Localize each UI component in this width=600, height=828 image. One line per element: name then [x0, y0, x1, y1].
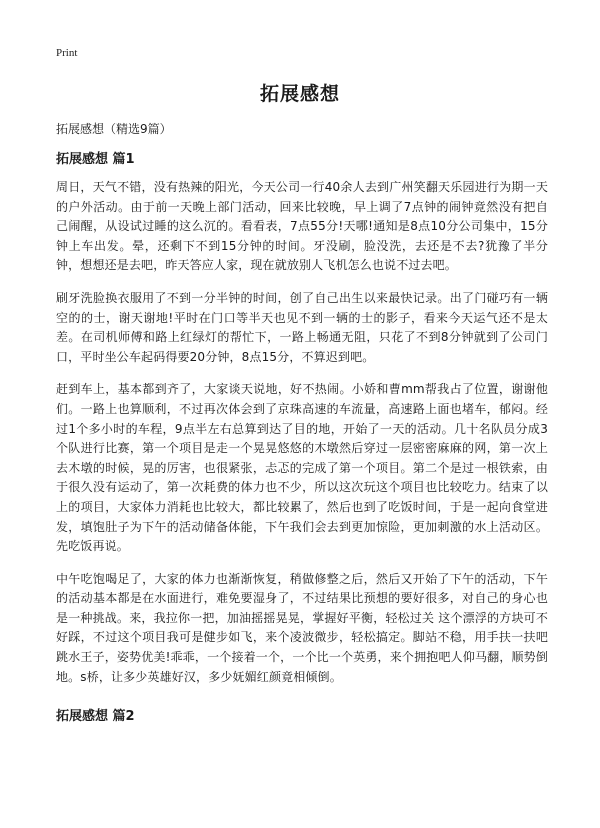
section-heading: 拓展感想 篇2 — [56, 709, 135, 725]
section-heading: 拓展感想 篇1 — [56, 152, 135, 167]
print-link[interactable]: Print — [56, 47, 78, 59]
paragraph: 刷牙洗脸换衣服用了不到一分半钟的时间，创了自己出生以来最快记录。出了门碰巧有一辆空的的士，谢天谢地!平时在门口等半天也见不到一辆的士的影子，看来今天运气还不是太差。在司机师傅和路上红绿灯的帮忙下，一路上畅通无阻，只花了不到8分钟就到了公司门口，平时坐公车起码得要20分钟，8点15分，不算迟到吧。 — [56, 290, 548, 364]
paragraph: 中午吃饱喝足了，大家的体力也渐渐恢复，稍做修整之后，然后又开始了下午的活动，下午的活动基本都是在水面进行，难免要湿身了，不过结果比预想的要好很多，对自己的身心也是一种挑战。来，我拉你一把，加油摇摇晃晃，掌握好平衡，轻松过关 这个漂浮的方块可不好踩，不过这个项目我可是健步如飞，来个凌波微步，轻松搞定。脚站不稳，用手扶一扶吧跳水王子，姿势优美!乖乖，一个接着一个，一个比一个英勇，来个拥抱吧人仰马翻，顺势倒地。s桥，让多少英雄好汉，多少妩媚红颜竟相倾倒。 — [56, 571, 548, 684]
paragraph: 周日，天气不错，没有热辣的阳光，今天公司一行40余人去到广州笑翻天乐园进行为期一天的户外活动。由于前一天晚上部门活动，回来比较晚，早上调了7点钟的闹钟竟然没有把自己闹醒，从设试过睡的这么沉的。看看表，7点55分!天哪!通知是8点10分公司集中，15分钟上车出发。晕，还剩下不到15分钟的时间。牙没刷，脸没洗，去还是不去?犹豫了半分钟，想想还是去吧，昨天答应人家，现在就放别人飞机怎么也说不过去吧。 — [56, 180, 548, 273]
paragraph: 赶到车上，基本都到齐了，大家谈天说地，好不热闹。小娇和曹mm帮我占了位置，谢谢他们。一路上也算顺利，不过再次体会到了京珠高速的车流量，高速路上面也堵车，郁闷。经过1个多小时的车程，9点半左右总算到达了目的地，开始了一天的活动。几十名队员分成3个队进行比赛，第一个项目是走一个晃晃悠悠的木墩然后穿过一层密密麻麻的网，第一次上去木墩的时候，晃的厉害，也很紧张，忐忑的完成了第一个项目。第二个是过一根铁索，由于很久没有运动了，第一次耗费的体力也不少，所以这次玩这个项目也比较吃力。结束了以上的项目，大家体力消耗也比较大，都比较累了，然后也到了吃饭时间，于是一起向食堂进发，填饱肚子为下午的活动储备体能，下午我们会去到更加惊险，更加刺激的水上活动区。先吃饭再说。 — [56, 382, 548, 554]
page-title: 拓展感想 — [259, 83, 340, 105]
document-subtitle: 拓展感想（精选9篇） — [56, 122, 172, 136]
article-body — [56, 148, 548, 735]
